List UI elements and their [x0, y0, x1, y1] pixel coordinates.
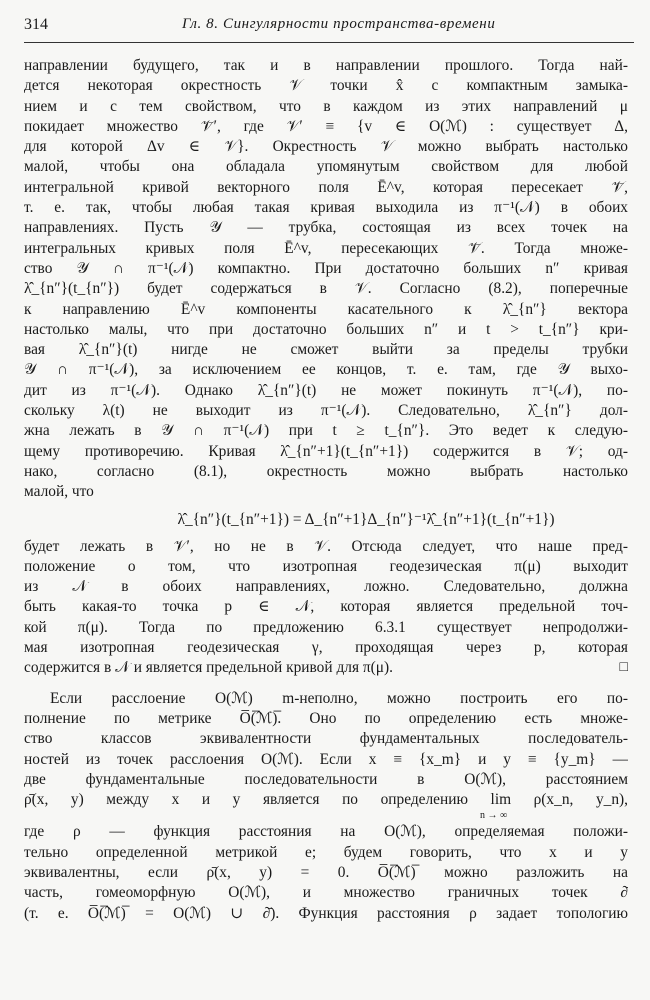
text-line: ство 𝒴 ∩ π⁻¹(𝒩) компактно. При достаточно больших n″ кривая	[24, 259, 628, 277]
text-line: ство классов эквивалентности фундаментальных последователь-	[24, 730, 628, 748]
text-line: скольку λ(t) не выходит из π⁻¹(𝒩). Следовательно, λ̂_{n″} дол-	[24, 402, 628, 420]
page-header	[24, 16, 634, 43]
text-line: щему противоречию. Кривая λ̂_{n″+1}(t_{n″+1}) содержится в 𝒱; од-	[24, 442, 628, 460]
display-formula: λ̂_{n″}(t_{n″+1}) = Δ_{n″+1}Δ_{n″}⁻¹λ̂_{n″+1}(t_{n″+1})	[177, 510, 555, 528]
text-line: малой, что	[24, 483, 94, 501]
text-line-last-content: содержится в 𝒩 и является предельной кривой для π(μ).	[24, 659, 394, 677]
text-line: дется некоторая окрестность 𝒱 точки x̂ с компактным замыка-	[24, 77, 628, 95]
text-line: для которой Δv ∈ 𝒱}. Окрестность 𝒱 можно выбрать настолько	[24, 138, 628, 156]
text-line: ρ̄(x, y) между x и y является по определению lim ρ(x_n, y_n),	[24, 791, 628, 809]
page-number: 314	[24, 16, 48, 33]
limit-subscript: n → ∞	[480, 810, 508, 822]
page-body	[24, 56, 628, 924]
text-line: полнение по метрике O̅(̅ℳ̅)̅. Оно по определению есть множе-	[24, 709, 628, 727]
text-line-last	[24, 658, 628, 678]
text-line: часть, гомеоморфную O(ℳ), и множество граничных точек ∂̄	[24, 884, 628, 902]
text-line: из 𝒩 в обоих направлениях, ложно. Следовательно, должна	[24, 578, 628, 596]
text-line: две фундаментальные последовательности в O(ℳ), расстоянием	[24, 770, 628, 788]
text-line: покидает множество 𝒱̄′, где 𝒱′ ≡ {v ∈ O(ℳ) : существует Δ,	[24, 117, 628, 135]
text-line: т. е. так, чтобы любая такая кривая выходила из π⁻¹(𝒩) в обоих	[24, 199, 628, 217]
paragraph-proof-continuation	[24, 56, 628, 503]
text-line: направлениях. Пусть 𝒴 — трубка, состоящая из всех точек на	[24, 219, 628, 237]
text-line: кой π(μ). Тогда по предложению 6.3.1 существует непродолжи-	[24, 618, 628, 636]
text-line: положение о том, что изотропная геодезическая π(μ) выходит	[24, 557, 628, 575]
text-line: где ρ — функция расстояния на O(ℳ), определяемая положи-	[24, 823, 628, 841]
text-line: дит из π⁻¹(𝒩). Однако λ̂_{n″}(t) не может покинуть π⁻¹(𝒩), по-	[24, 381, 628, 399]
paragraph-gap	[24, 679, 628, 689]
text-line: ностей из точек расслоения O(ℳ). Если x ≡ {x_m} и y ≡ {y_m} —	[24, 750, 628, 768]
text-line: Если расслоение O(ℳ) m-неполно, можно построить его по-	[50, 689, 628, 707]
text-line: будет лежать в 𝒱′, но не в 𝒱. Отсюда следует, что наше пред-	[24, 537, 628, 555]
text-line: интегральной кривой векторного поля Ē^v, которая пересекает 𝒱̄,	[24, 178, 628, 196]
text-line: вая λ̂_{n″}(t) нигде не сможет выйти за пределы трубки	[24, 341, 628, 359]
paragraph-conclusion	[24, 537, 628, 679]
running-title: Гл. 8. Сингулярности пространства-времени	[182, 16, 496, 32]
text-line: 𝒴 ∩ π⁻¹(𝒩), за исключением ее концов, т. е. там, где 𝒴 выхо-	[24, 361, 628, 379]
text-line: нако, согласно (8.1), окрестность можно выбрать настолько	[24, 462, 628, 480]
text-line: направлении будущего, так и в направлении прошлого. Тогда най-	[24, 57, 628, 74]
text-line: настолько малы, что при достаточно больших n″ и t > t_{n″} кри-	[24, 320, 628, 338]
text-line: эквивалентны, если ρ̄(x, y) = 0. O̅(̅ℳ̅)̅ можно разложить на	[24, 863, 628, 881]
text-line: (т. е. O̅(̅ℳ̅)̅ = O(ℳ) ∪ ∂̄). Функция расстояния ρ задает топологию	[24, 904, 628, 922]
text-line: интегральных кривых поля Ē^v, пересекающих 𝒱̄. Тогда множе-	[24, 239, 628, 257]
text-line: λ̂_{n″}(t_{n″}) будет содержаться в 𝒱. Согласно (8.2), поперечные	[24, 280, 628, 298]
text-line: нием и с тем свойством, что в каждом из этих направлений μ	[24, 97, 628, 115]
text-line: мая изотропная геодезическая γ, проходящая через p, которая	[24, 639, 628, 657]
text-line: к направлению Ē^v компоненты касательного к λ̂_{n″} вектора	[24, 300, 628, 318]
text-line: тельно определенной метрикой e; будем говорить, что x и y	[24, 843, 628, 861]
text-line: быть какая-то точка p ∈ 𝒩, которая является предельной точ-	[24, 598, 628, 616]
text-line: малой, чтобы она обладала упомянутым свойством для любой	[24, 158, 628, 176]
qed-mark: □	[619, 660, 628, 676]
text-line: жна лежать в 𝒴 ∩ π⁻¹(𝒩) при t ≥ t_{n″}. Это ведет к следую-	[24, 422, 628, 440]
paragraph-completion	[24, 689, 628, 924]
